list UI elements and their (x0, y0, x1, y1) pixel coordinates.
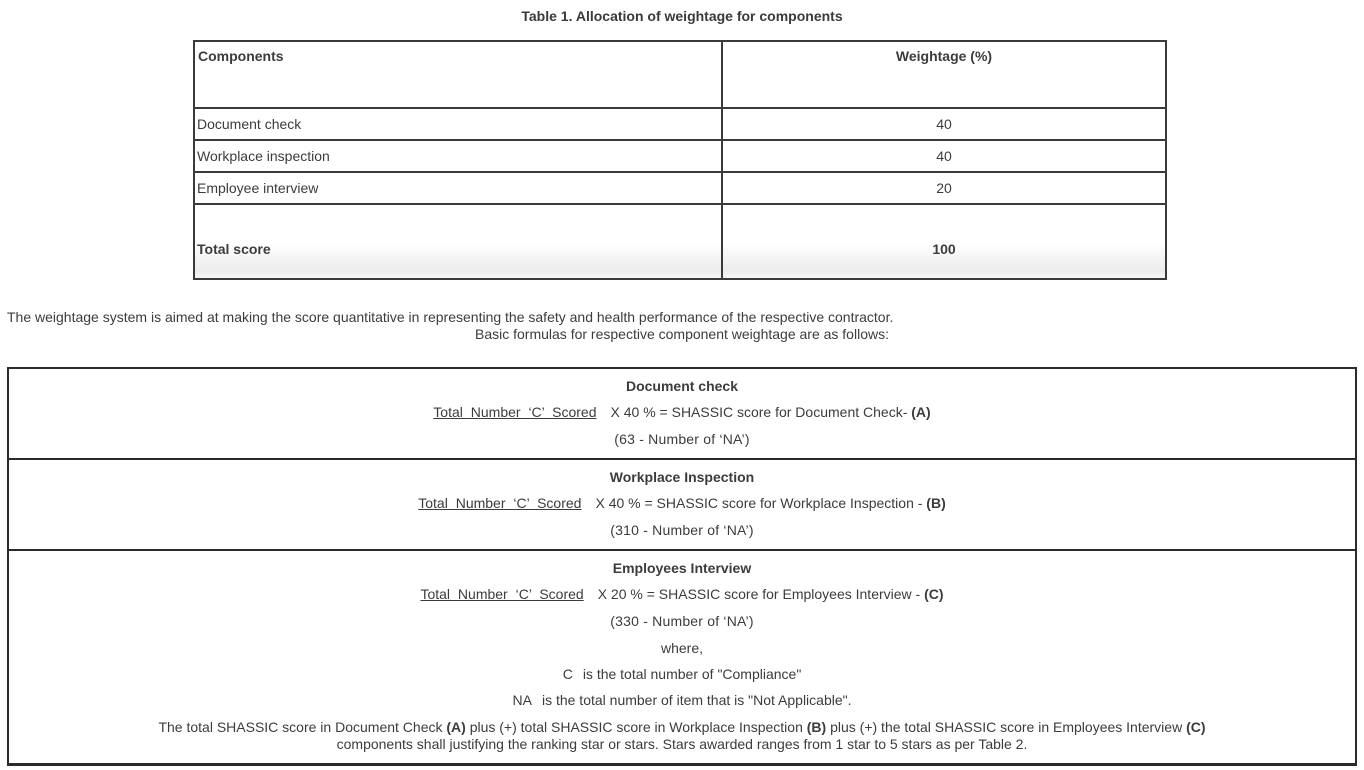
definition-text-na: is the total number of item that is "Not Applicable". (541, 692, 852, 708)
score-letter-a: (A) (446, 719, 466, 735)
formula-line (9, 587, 1355, 601)
formula-denominator: (63 - Number of ‘NA’) (614, 431, 750, 447)
closing-line-1 (9, 719, 1355, 736)
closing-line-2: components shall justifying the ranking star or stars. Stars awarded ranges from 1 star to 5 stars as per Table 2. (336, 736, 1028, 752)
definition-term-na: NA (512, 692, 532, 708)
definition-term-c: C (562, 666, 573, 682)
weightage-cell: 40 (722, 140, 1166, 172)
closing-text: plus (+) the total SHASSIC score in Employees Interview (826, 719, 1187, 735)
component-cell: Document check (194, 108, 722, 140)
table-row (194, 140, 1166, 172)
score-letter-c: (C) (1186, 719, 1206, 735)
intro-line-1: The weightage system is aimed at making the score quantitative in representing the safety and health performance of the respective contractor. (7, 309, 894, 325)
total-score-label: Total score (194, 204, 722, 279)
formula-letter: (A) (911, 404, 931, 420)
column-header-components: Components (194, 41, 722, 108)
formula-expression: X 40 % = SHASSIC score for Document Check- (610, 404, 912, 420)
formula-letter: (B) (926, 495, 946, 511)
closing-text: The total SHASSIC score in Document Check (158, 719, 447, 735)
formula-expression: X 20 % = SHASSIC score for Employees Interview - (597, 586, 925, 602)
formula-section-document-check (9, 369, 1355, 458)
weightage-cell: 40 (722, 108, 1166, 140)
formula-denominator: (330 - Number of ‘NA’) (610, 613, 754, 629)
formula-numerator: Total Number ‘C’ Scored (418, 495, 582, 511)
closing-text: plus (+) total SHASSIC score in Workplace Inspection (465, 719, 807, 735)
formula-section-workplace-inspection (9, 458, 1355, 549)
component-cell: Workplace inspection (194, 140, 722, 172)
table-total-row (194, 204, 1166, 279)
column-header-weightage: Weightage (%) (722, 41, 1166, 108)
formula-box (7, 367, 1357, 766)
formula-letter: (C) (924, 586, 944, 602)
intro-paragraph (0, 309, 1364, 343)
table-row (194, 108, 1166, 140)
formula-numerator: Total Number ‘C’ Scored (420, 586, 584, 602)
formula-expression: X 40 % = SHASSIC score for Workplace Inspection - (595, 495, 927, 511)
table1-caption: Table 1. Allocation of weightage for components (521, 8, 843, 24)
section-title: Workplace Inspection (609, 469, 755, 485)
formula-section-employees-interview (9, 549, 1355, 763)
compliance-definition (9, 667, 1355, 681)
intro-line-2: Basic formulas for respective component weightage are as follows: (475, 326, 889, 342)
definition-text-c: is the total number of "Compliance" (582, 666, 802, 682)
formula-line (9, 496, 1355, 510)
component-cell: Employee interview (194, 172, 722, 204)
total-score-value: 100 (722, 204, 1166, 279)
section-title: Document check (625, 378, 739, 394)
where-line: where, (660, 640, 704, 656)
not-applicable-definition (9, 693, 1355, 707)
weightage-cell: 20 (722, 172, 1166, 204)
formula-line (9, 405, 1355, 419)
section-title: Employees Interview (612, 560, 752, 576)
closing-paragraph (9, 719, 1355, 753)
formula-numerator: Total Number ‘C’ Scored (433, 404, 597, 420)
table-header-row (194, 41, 1166, 108)
weightage-table (193, 40, 1167, 280)
table-row (194, 172, 1166, 204)
formula-denominator: (310 - Number of ‘NA’) (610, 522, 754, 538)
score-letter-b: (B) (806, 719, 827, 735)
